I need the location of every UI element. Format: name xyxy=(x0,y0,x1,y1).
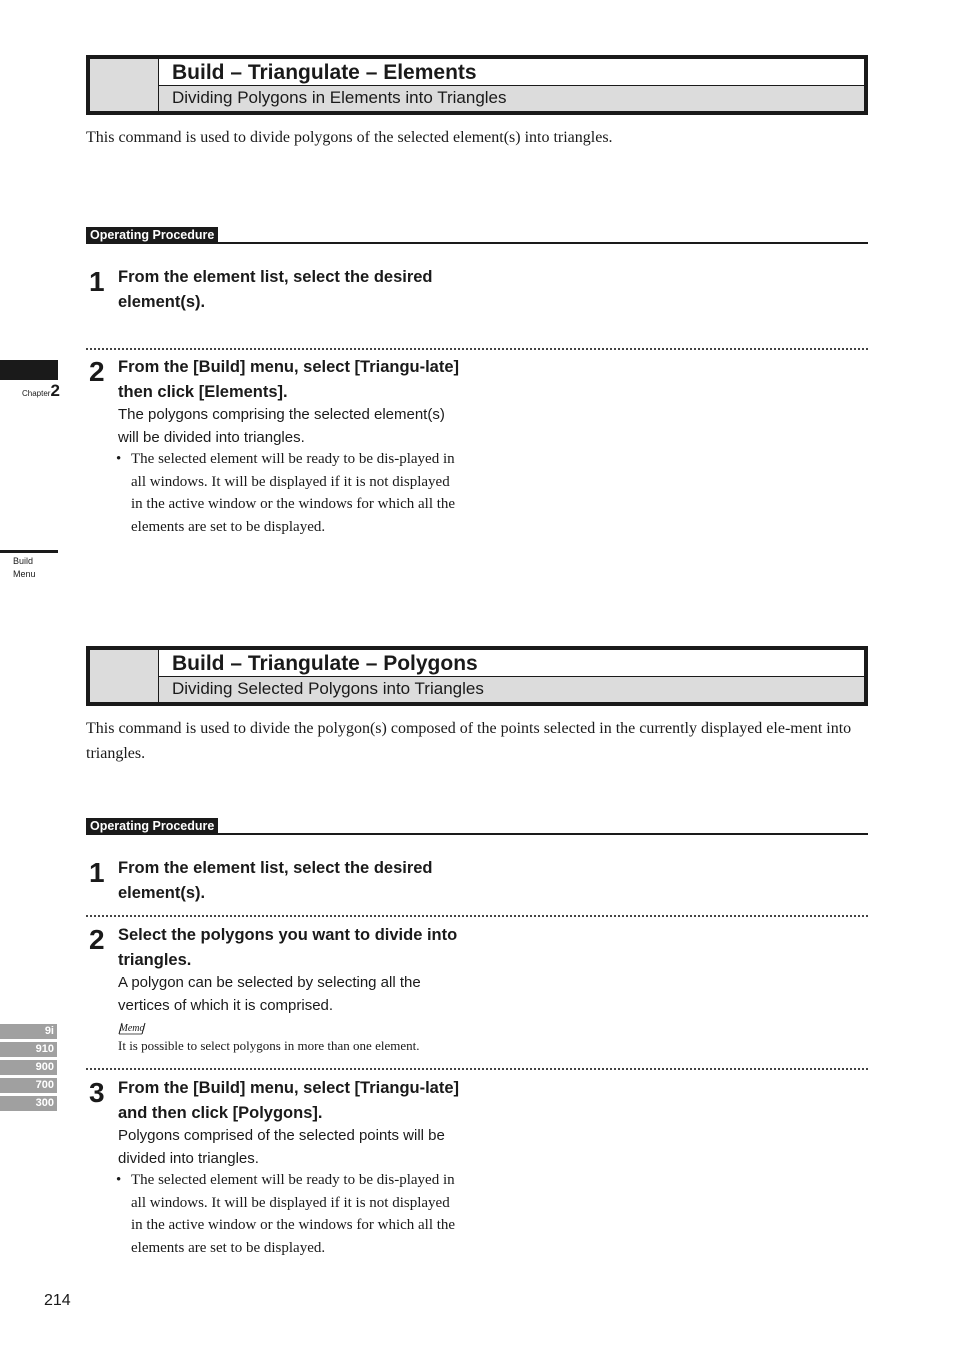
build-menu-label xyxy=(13,555,36,581)
bullet-text: The selected element will be ready to be dis-played in all windows. It will be displayed if it is not displayed in the active window or the windows for which all the elements are set to be displayed. xyxy=(131,1172,456,1256)
operating-procedure-label: Operating Procedure xyxy=(86,818,218,834)
step-body: A polygon can be selected by selecting all the vertices of which it is comprised. xyxy=(118,974,421,1014)
memo-label: Memo xyxy=(119,1023,145,1034)
version-tab-910: 910 xyxy=(0,1042,57,1057)
build-menu-line2: Menu xyxy=(13,569,36,579)
version-tab-300: 300 xyxy=(0,1096,57,1111)
chapter-tab-bar xyxy=(0,360,58,380)
section-intro: This command is used to divide the polygon(s) composed of the points selected in the currently displayed ele-ment into triangles. xyxy=(86,720,852,762)
section-title: Build – Triangulate – Elements xyxy=(172,61,477,84)
section-title: Build – Triangulate – Polygons xyxy=(172,652,478,675)
build-menu-line1: Build xyxy=(13,556,34,566)
section-subtitle: Dividing Selected Polygons into Triangles xyxy=(172,679,484,698)
chapter-word: Chapter xyxy=(22,389,51,398)
step-divider xyxy=(86,348,868,350)
build-menu-rule xyxy=(0,550,58,553)
step-divider xyxy=(86,1068,868,1070)
operating-procedure-rule xyxy=(86,242,868,244)
bullet-dot: • xyxy=(116,451,122,467)
page-number: 214 xyxy=(44,1292,71,1309)
step-heading: From the [Build] menu, select [Triangu-late] then click [Elements]. xyxy=(118,358,460,401)
step-divider xyxy=(86,915,868,917)
version-tab-700: 700 xyxy=(0,1078,57,1093)
step-number: 2 xyxy=(89,356,105,387)
memo-text: It is possible to select polygons in more than one element. xyxy=(118,1038,420,1053)
operating-procedure-rule xyxy=(86,833,868,835)
version-tab-900: 900 xyxy=(0,1060,57,1075)
operating-procedure-label: Operating Procedure xyxy=(86,227,218,243)
step-bullet-note xyxy=(116,1169,456,1259)
section-header-elements xyxy=(86,55,868,115)
step-number: 1 xyxy=(89,857,105,888)
step-body: Polygons comprised of the selected points will be divided into triangles. xyxy=(118,1127,445,1167)
chapter-number: 2 xyxy=(50,381,60,400)
step-body: The polygons comprising the selected element(s) will be divided into triangles. xyxy=(118,406,445,446)
step-number: 3 xyxy=(89,1077,105,1108)
bullet-text: The selected element will be ready to be dis-played in all windows. It will be displayed if it is not displayed in the active window or the windows for which all the elements are set to be displayed. xyxy=(131,451,456,535)
section-header-polygons xyxy=(86,646,868,706)
step-bullet-note xyxy=(116,448,456,538)
step-heading: Select the polygons you want to divide into triangles. xyxy=(118,926,458,969)
chapter-label xyxy=(22,381,60,401)
step-number: 1 xyxy=(89,266,105,297)
memo-icon xyxy=(118,1022,146,1035)
section-intro: This command is used to divide polygons of the selected element(s) into triangles. xyxy=(86,129,613,146)
step-heading: From the [Build] menu, select [Triangu-late] and then click [Polygons]. xyxy=(118,1079,460,1122)
step-heading: From the element list, select the desired element(s). xyxy=(118,859,433,902)
step-number: 2 xyxy=(89,924,105,955)
step-heading: From the element list, select the desired element(s). xyxy=(118,268,433,311)
version-tab-9i: 9i xyxy=(0,1024,57,1039)
section-subtitle: Dividing Polygons in Elements into Triangles xyxy=(172,88,507,107)
bullet-dot: • xyxy=(116,1172,122,1188)
